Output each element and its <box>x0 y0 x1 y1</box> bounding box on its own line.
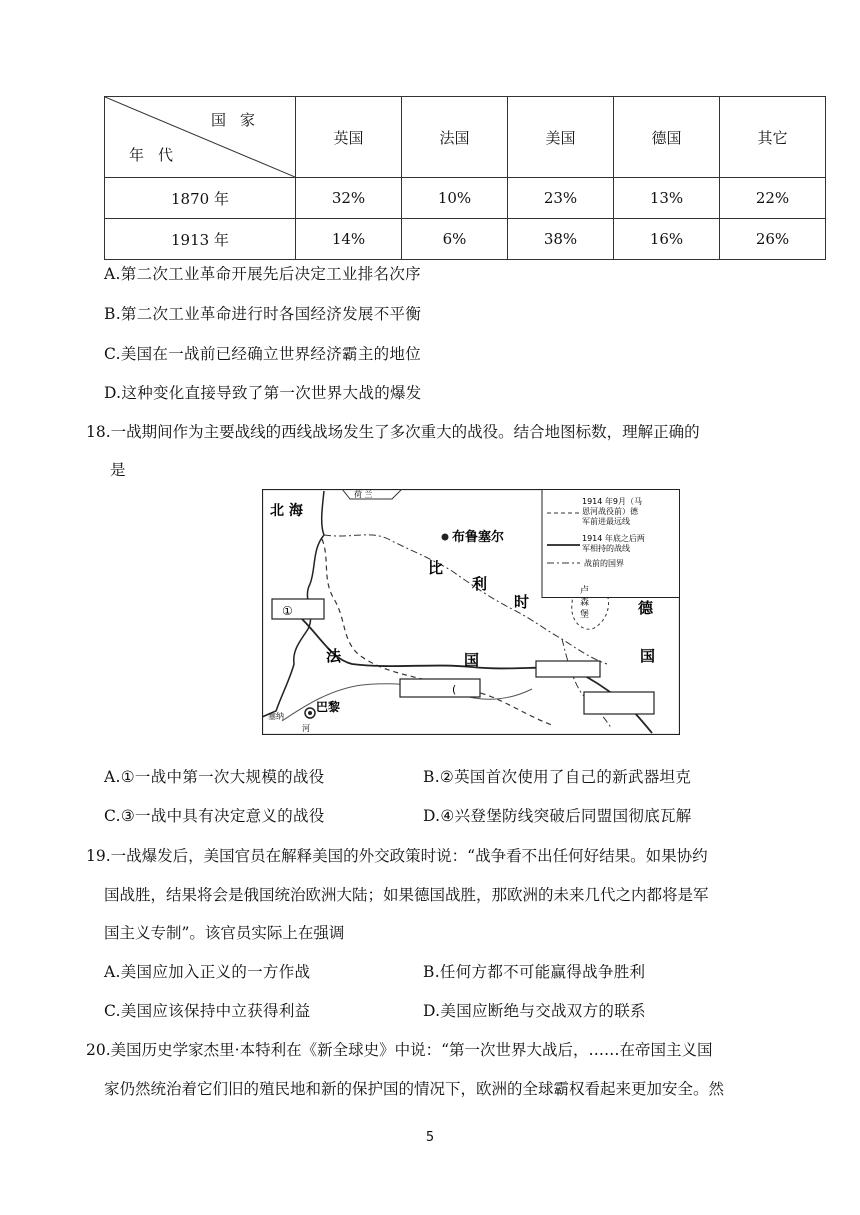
label-paris: 巴黎 <box>316 700 341 714</box>
label-luxembourg-2: 森 <box>580 598 590 608</box>
label-germany-1: 德 <box>638 599 654 617</box>
label-belgium-1: 比 <box>428 559 444 577</box>
column-header: 其它 <box>720 97 826 178</box>
industry-share-table <box>104 96 826 260</box>
table-cell: 26% <box>720 219 826 260</box>
table-cell: 14% <box>296 219 402 260</box>
header-country-label: 国家 <box>210 111 269 129</box>
table-cell: 38% <box>508 219 614 260</box>
q17-option-a: A.第二次工业革命开展先后决定工业排名次序 <box>104 265 421 283</box>
table-cell: 32% <box>296 178 402 219</box>
battle-box-2 <box>536 661 600 677</box>
label-germany-2: 国 <box>640 647 656 665</box>
table-cell: 23% <box>508 178 614 219</box>
label-belgium-2: 利 <box>472 575 488 593</box>
q17-option-b: B.第二次工业革命进行时各国经济发展不平衡 <box>104 305 422 323</box>
q19-option-a: A.美国应加入正义的一方作战 <box>104 963 311 981</box>
battle-box-1 <box>272 599 324 619</box>
q19-stem-line2: 国战胜，结果将会是俄国统治欧洲大陆；如果德国战胜，那欧洲的未来几代之内都将是军 <box>104 886 709 904</box>
q19-option-b: B.任何方都不可能赢得战争胜利 <box>423 963 646 981</box>
column-header: 德国 <box>614 97 720 178</box>
row-year: 1870 年 <box>105 178 296 219</box>
label-belgium-3: 时 <box>514 593 530 611</box>
table-header-row <box>105 97 826 178</box>
label-luxembourg-3: 堡 <box>580 610 590 620</box>
label-north-sea: 北 海 <box>270 503 303 519</box>
q18-stem-cont: 是 <box>110 461 126 479</box>
page-number: 5 <box>425 1130 435 1145</box>
battle-box-3 <box>400 679 480 697</box>
label-france-1: 法 <box>326 647 342 665</box>
legend-line-1a: 1914 年9月（马 <box>582 497 642 506</box>
table-cell: 10% <box>402 178 508 219</box>
battle-label-1: ① <box>282 604 293 618</box>
battle-label-3: ( <box>452 683 457 696</box>
label-netherlands: 荷 兰 <box>354 490 373 499</box>
label-france-2: 国 <box>464 651 480 669</box>
q17-option-d: D.这种变化直接导致了第一次世界大战的爆发 <box>104 384 422 402</box>
q17-option-c: C.美国在一战前已经确立世界经济霸主的地位 <box>104 345 422 363</box>
column-header: 法国 <box>402 97 508 178</box>
table-cell: 6% <box>402 219 508 260</box>
q18-stem: 18.一战期间作为主要战线的西线战场发生了多次重大的战役。结合地图标数，理解正确的 <box>86 423 700 441</box>
q19-stem-line3: 国主义专制”。该官员实际上在强调 <box>104 924 345 942</box>
brussels-marker <box>442 534 449 541</box>
q20-stem-line1: 20.美国历史学家杰里·本特利在《新全球史》中说：“第一次世界大战后，……在帝国主义国 <box>86 1041 713 1059</box>
q18-option-a: A.①一战中第一次大规模的战役 <box>104 768 325 786</box>
table-cell: 16% <box>614 219 720 260</box>
q19-stem-line1: 19.一战爆发后，美国官员在解释美国的外交政策时说：“战争看不出任何好结果。如果协约 <box>86 847 708 865</box>
table-cell: 22% <box>720 178 826 219</box>
legend-line-2a: 1914 年底之后两 <box>582 534 645 543</box>
q19-option-d: D.美国应断绝与交战双方的联系 <box>423 1002 646 1020</box>
label-seine: 塞纳 <box>268 712 284 721</box>
column-header: 美国 <box>508 97 614 178</box>
diagonal-header-cell <box>105 97 296 178</box>
battle-box-4 <box>584 692 654 714</box>
legend-line-1c: 军前进最远线 <box>582 517 630 526</box>
legend-line-3: 战前的国界 <box>584 559 624 568</box>
row-year: 1913 年 <box>105 219 296 260</box>
table-row <box>105 178 826 219</box>
western-front-map <box>262 489 680 735</box>
header-year-label: 年代 <box>129 146 188 164</box>
column-header: 英国 <box>296 97 402 178</box>
q18-option-b: B.②英国首次使用了自己的新武器坦克 <box>423 768 692 786</box>
table-row <box>105 219 826 260</box>
legend-line-2b: 军相持的战线 <box>582 544 630 553</box>
q18-option-d: D.④兴登堡防线突破后同盟国彻底瓦解 <box>423 807 692 825</box>
label-brussels: 布鲁塞尔 <box>452 530 505 545</box>
q18-option-c: C.③一战中具有决定意义的战役 <box>104 807 325 825</box>
table-cell: 13% <box>614 178 720 219</box>
q20-stem-line2: 家仍然统治着它们旧的殖民地和新的保护国的情况下，欧洲的全球霸权看起来更加安全。然 <box>104 1080 725 1098</box>
label-seine-river: 河 <box>302 724 310 733</box>
legend-line-1b: 恩河战役前）德 <box>582 507 638 516</box>
q19-option-c: C.美国应该保持中立获得利益 <box>104 1002 311 1020</box>
paris-dot <box>308 711 312 715</box>
label-luxembourg-1: 卢 <box>580 586 590 596</box>
